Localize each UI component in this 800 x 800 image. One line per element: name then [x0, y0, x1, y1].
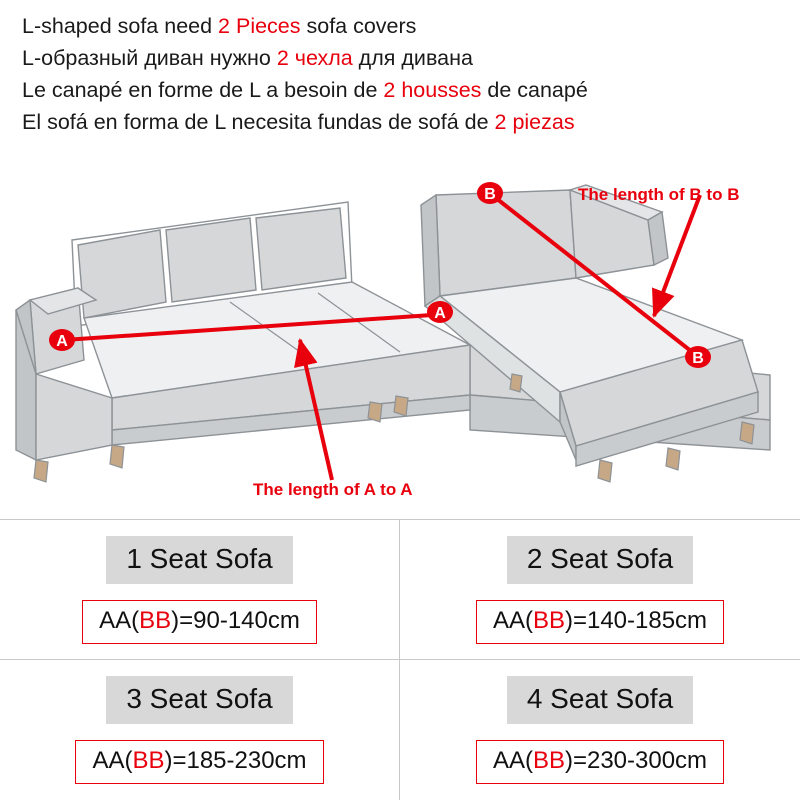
label-a-right: A — [434, 305, 446, 322]
seat-measure-3-suffix: )=185-230cm — [164, 747, 307, 774]
seat-measure-3-bb: BB — [132, 747, 165, 774]
seat-measure-4 — [476, 740, 724, 784]
seat-measure-4-suffix: )=230-300cm — [564, 747, 708, 774]
chaise-module — [421, 185, 770, 482]
seat-measure-4-bb: BB — [532, 747, 565, 774]
seat-measure-2-suffix: )=140-185cm — [564, 607, 708, 634]
size-row-2 — [0, 660, 800, 800]
label-a-left: A — [56, 333, 68, 350]
seat-measure-3 — [75, 740, 323, 784]
size-table — [0, 519, 800, 800]
size-cell-2-seat — [400, 520, 800, 660]
seat-title-3: 3 Seat Sofa — [106, 676, 292, 724]
headline-en — [22, 10, 782, 42]
three-seat-module — [16, 202, 470, 482]
headline-block — [22, 10, 782, 138]
seat-measure-4-prefix: AA( — [492, 747, 533, 774]
seat-title-2: 2 Seat Sofa — [507, 536, 693, 584]
headline-fr-highlight: 2 housses — [383, 78, 482, 102]
label-b-top: B — [484, 186, 496, 203]
headline-ru-highlight: 2 чехла — [276, 46, 353, 70]
headline-en-pre: L-shaped sofa need — [22, 14, 219, 38]
seat-measure-1-suffix: )=90-140cm — [171, 607, 300, 634]
size-cell-4-seat — [400, 660, 800, 800]
callout-length-b: The length of B to B — [578, 185, 740, 204]
headline-en-post: sofa covers — [300, 14, 417, 38]
headline-ru-post: для дивана — [352, 46, 473, 70]
callout-length-a: The length of A to A — [253, 480, 413, 499]
seat-measure-2-prefix: AA( — [492, 607, 533, 634]
seat-measure-1-bb: BB — [139, 607, 172, 634]
seat-measure-2 — [476, 600, 724, 644]
seat-measure-1-prefix: AA( — [99, 607, 140, 634]
headline-ru-pre: L-образный диван нужно — [22, 46, 277, 70]
headline-fr-pre: Le canapé en forme de L a besoin de — [22, 78, 384, 102]
headline-ru — [22, 42, 782, 74]
size-cell-3-seat — [0, 660, 400, 800]
headline-fr-post: de canapé — [481, 78, 588, 102]
sofa-diagram — [0, 160, 800, 515]
label-b-bottom: B — [692, 350, 704, 367]
headline-es-pre: El sofá en forma de L necesita fundas de sofá de — [22, 110, 495, 134]
headline-es — [22, 106, 782, 138]
size-row-1 — [0, 520, 800, 660]
seat-measure-1 — [82, 600, 317, 644]
headline-fr — [22, 74, 782, 106]
seat-measure-2-bb: BB — [532, 607, 565, 634]
headline-es-highlight: 2 piezas — [494, 110, 575, 134]
seat-title-1: 1 Seat Sofa — [106, 536, 292, 584]
headline-en-highlight: 2 Pieces — [218, 14, 301, 38]
seat-title-4: 4 Seat Sofa — [507, 676, 693, 724]
seat-measure-3-prefix: AA( — [92, 747, 133, 774]
size-cell-1-seat — [0, 520, 400, 660]
